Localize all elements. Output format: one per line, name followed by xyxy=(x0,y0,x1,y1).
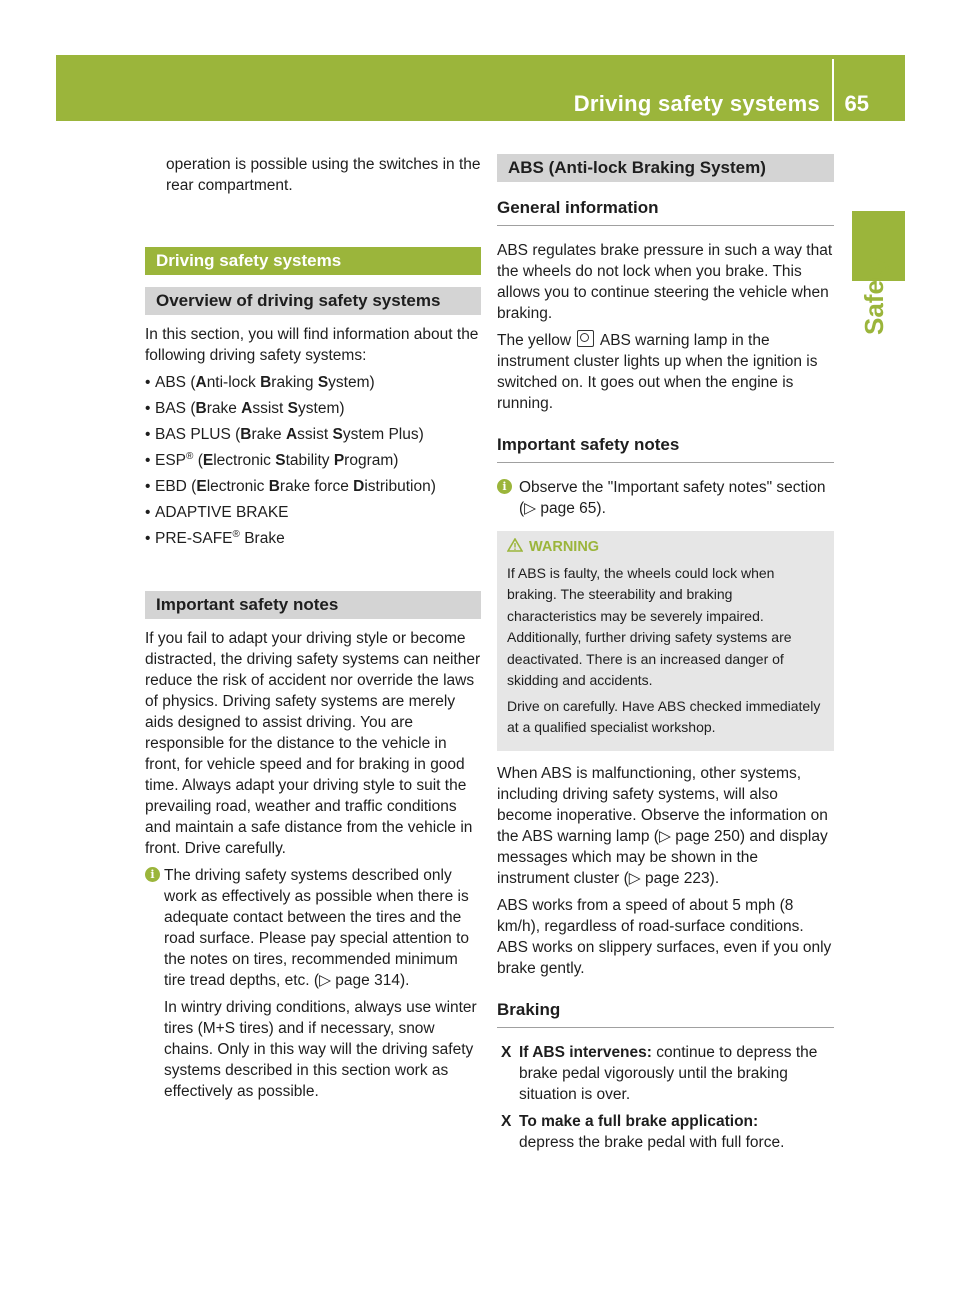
safety-text: If you fail to adapt your driving style or become distracted, the driving safety systems can neither reduce the risk of accident nor override the laws of physics. Driving safety systems are merely aids designed to assist driving. You are responsible for the distance to the vehicle in front, for vehicle speed and for braking in good time. Always adapt your driving style to suit the prevailing road, weather and traffic conditions and maintain a safe distance from the vehicle in front. Drive carefully. xyxy=(145,630,481,857)
warning-text: Drive on carefully. Have ABS checked immediately at a qualified specialist workshop. xyxy=(507,697,821,735)
right-column xyxy=(497,154,834,1159)
header-divider xyxy=(832,59,834,121)
list-item: • EBD (Electronic Brake force Distribution) xyxy=(145,476,481,497)
info-text: The driving safety systems described only work as effectively as possible when there is adequate contact between the tires and the road surface. Please pay special attention to the notes on tires, recommended minimum tire tread depths, etc. (▷ page 314). xyxy=(164,867,470,989)
lamp-text: The yellow ABS warning lamp in the instrument cluster lights up when the ignition is switched on. It goes out when the engine is running. xyxy=(497,332,818,412)
general-heading: General information xyxy=(497,191,834,226)
info-icon: i xyxy=(497,479,512,494)
braking-heading: Braking xyxy=(497,993,834,1028)
chapter-label: Safety xyxy=(859,256,889,335)
abs-heading: ABS (Anti-lock Braking System) xyxy=(497,154,834,182)
safety-heading-right: Important safety notes xyxy=(497,428,834,463)
abs-warning-lamp-icon xyxy=(577,330,594,347)
info-note xyxy=(145,865,481,1102)
general-text: ABS regulates brake pressure in such a way that the wheels do not lock when you brake. This allows you to continue steering the vehicle when braking. xyxy=(497,242,833,322)
list-item: • PRE-SAFE® Brake xyxy=(145,528,481,549)
step-marker-icon: X xyxy=(501,1112,512,1130)
step-item: X To make a full brake application: depress the brake pedal with full force. xyxy=(501,1112,785,1151)
systems-list xyxy=(145,372,481,549)
list-item: • BAS (Brake Assist System) xyxy=(145,398,481,419)
list-item: • ABS (Anti-lock Braking System) xyxy=(145,372,481,393)
info-icon: i xyxy=(145,867,160,882)
speed-text: ABS works from a speed of about 5 mph (8 km/h), regardless of road-surface conditions. ABS works on slippery surfaces, even if you only brake gently. xyxy=(497,896,832,977)
warning-title: WARNING xyxy=(529,539,600,555)
section-heading: Driving safety systems xyxy=(145,247,481,275)
step-marker-icon: X xyxy=(501,1043,512,1061)
page-number: 65 xyxy=(844,91,869,116)
step-item: X If ABS intervenes: continue to depress the brake pedal vigorously until the braking situation is over. xyxy=(501,1043,818,1103)
overview-intro: In this section, you will find information about the following driving safety systems: xyxy=(145,326,479,364)
overview-heading: Overview of driving safety systems xyxy=(145,287,481,315)
safety-heading: Important safety notes xyxy=(145,591,481,619)
malfunction-text: When ABS is malfunctioning, other systems, including driving safety systems, will also become inoperative. Observe the information on the ABS warning lamp (▷ page 250) and display messages which may be shown in the instrument cluster (▷ page 223). xyxy=(497,764,828,887)
info-text: In wintry driving conditions, always use winter tires (M+S tires) and if necessary, snow chains. Only in this way will the driving safety systems described in this section work as effectively as possible. xyxy=(164,999,477,1100)
info-note xyxy=(497,477,834,519)
warning-box xyxy=(497,531,834,751)
intro-text: operation is possible using the switches in the rear compartment. xyxy=(166,156,481,194)
list-item: • ADAPTIVE BRAKE xyxy=(145,502,481,523)
warning-text: If ABS is faulty, the wheels could lock when braking. The steerability and braking characteristics may be severely impaired. Additionally, further driving safety systems are deactivated. There is an increased danger of skidding and accidents. xyxy=(507,564,792,688)
list-item: • BAS PLUS (Brake Assist System Plus) xyxy=(145,424,481,445)
info-text: Observe the "Important safety notes" section (▷ page 65). xyxy=(519,479,826,517)
page-header xyxy=(56,55,905,121)
left-column xyxy=(145,154,481,1108)
warning-triangle-icon xyxy=(507,538,523,560)
list-item: • ESP® (Electronic Stability Program) xyxy=(145,450,481,471)
header-title: Driving safety systems xyxy=(573,91,820,116)
